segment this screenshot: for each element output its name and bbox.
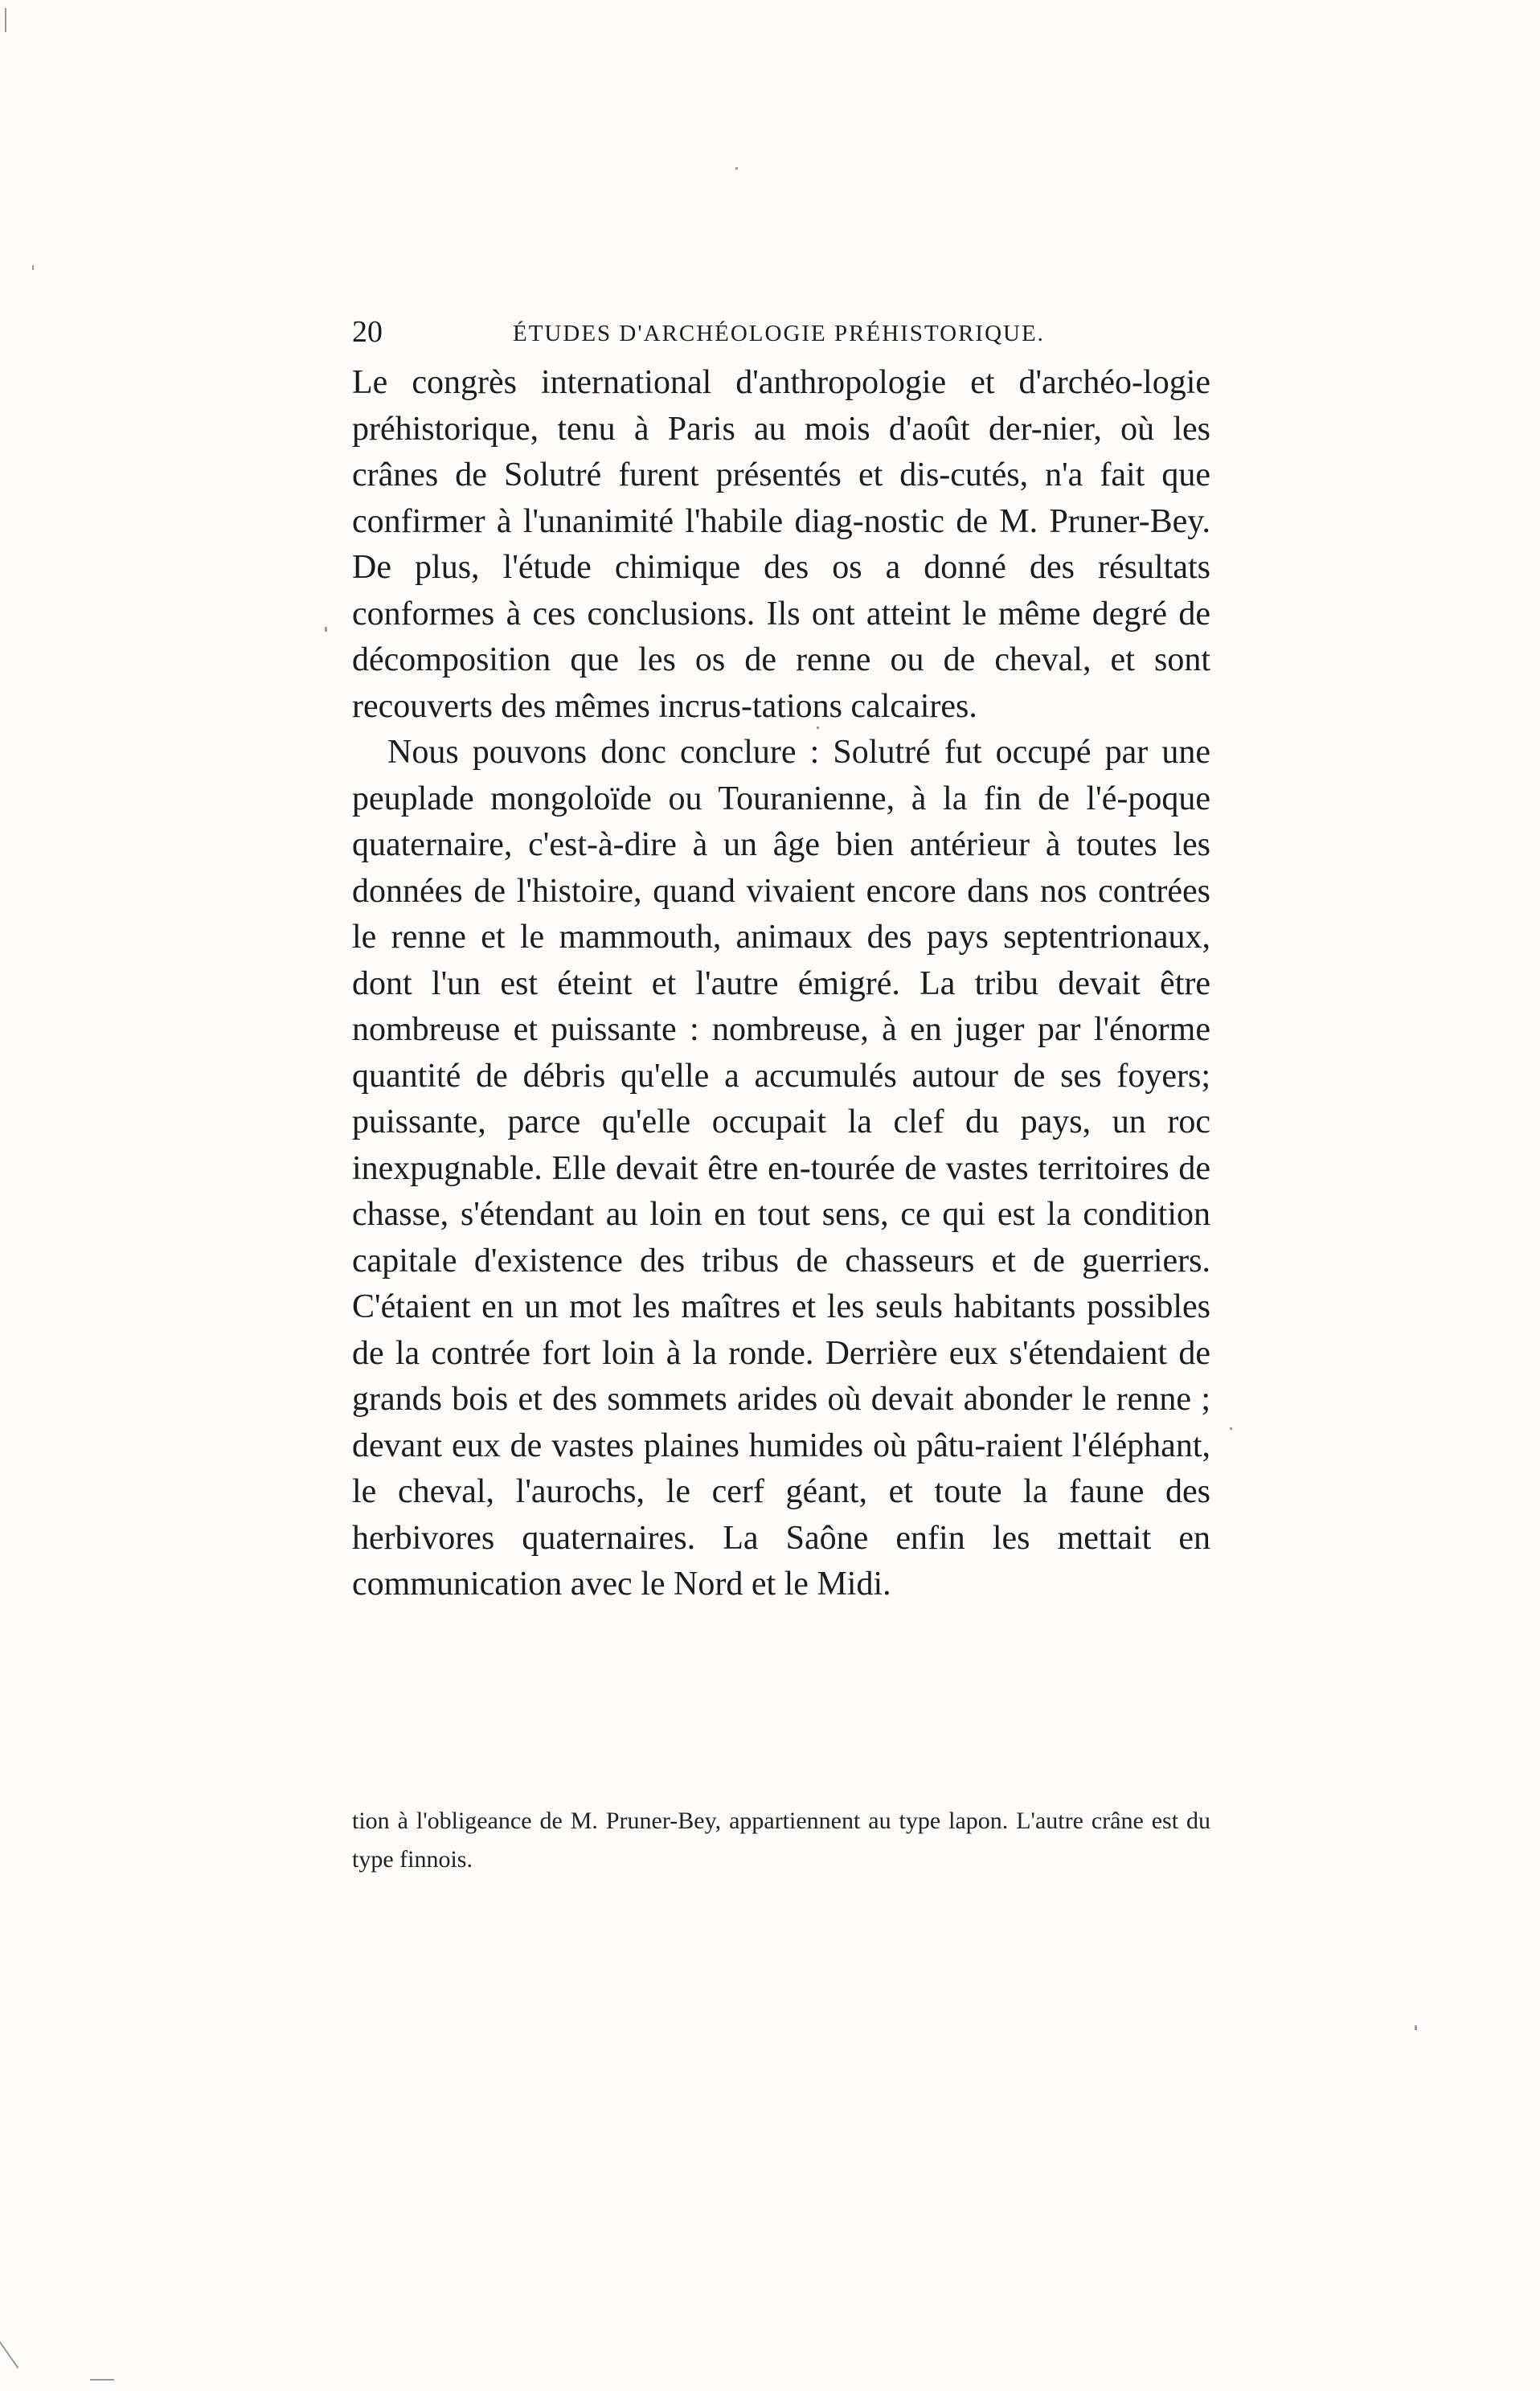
- footnote: [352, 1802, 1210, 1879]
- scan-speck: [32, 265, 34, 270]
- scan-speck: [735, 167, 738, 170]
- scan-speck: [5, 8, 6, 32]
- scan-speck: [1230, 1427, 1232, 1430]
- scan-speck: [0, 2341, 18, 2368]
- scan-speck: [90, 2379, 114, 2381]
- paragraph-2: Nous pouvons donc conclure : Solutré fut occupé par une peuplade mongoloïde ou Touranienne, à la fin de l'é-poque quaternaire, c'est-à-dire à un âge bien antérieur à toutes les données de l'histoire, quand vivaient encore dans nos contrées le renne et le mammouth, animaux des pays septentrionaux, dont l'un est éteint et l'autre émigré. La tribu devait être nombreuse et puissante : nombreuse, à en juger par l'énorme quantité de débris qu'elle a accumulés autour de ses foyers; puissante, parce qu'elle occupait la clef du pays, un roc inexpugnable. Elle devait être en-tourée de vastes territoires de chasse, s'étendant au loin en tout sens, ce qui est la condition capitale d'existence des tribus de chasseurs et de guerriers. C'étaient en un mot les maîtres et les seuls habitants possibles de la contrée fort loin à la ronde. Derrière eux s'étendaient de grands bois et des sommets arides où devait abonder le renne ; devant eux de vastes plaines humides où pâtu-raient l'éléphant, le cheval, l'aurochs, le cerf géant, et toute la faune des herbivores quaternaires. La Saône enfin les mettait en communication avec le Nord et le Midi.: [352, 734, 1210, 1603]
- body-text: [352, 360, 1210, 1608]
- running-title: ÉTUDES D'ARCHÉOLOGIE PRÉHISTORIQUE.: [513, 321, 1045, 346]
- paragraph-1: Le congrès international d'anthropologie et d'archéo-logie préhistorique, tenu à Paris au mois d'août der-nier, où les crânes de Solutré furent présentés et dis-cutés, n'a fait que confirmer à l'unanimité l'habile diag-nostic de M. Pruner-Bey. De plus, l'étude chimique des os a donné des résultats conformes à ces conclusions. Ils ont atteint le même degré de décomposition que les os de renne ou de cheval, et sont recouverts des mêmes incrus-tations calcaires.: [352, 364, 1210, 725]
- scan-speck: [325, 627, 327, 632]
- scan-speck: [1415, 2025, 1417, 2030]
- page-number: 20: [352, 315, 383, 349]
- footnote-text: tion à l'obligeance de M. Pruner-Bey, appartiennent au type lapon. L'autre crâne est du type finnois.: [352, 1808, 1210, 1873]
- scan-speck: [817, 727, 819, 729]
- page-header: [352, 312, 1210, 352]
